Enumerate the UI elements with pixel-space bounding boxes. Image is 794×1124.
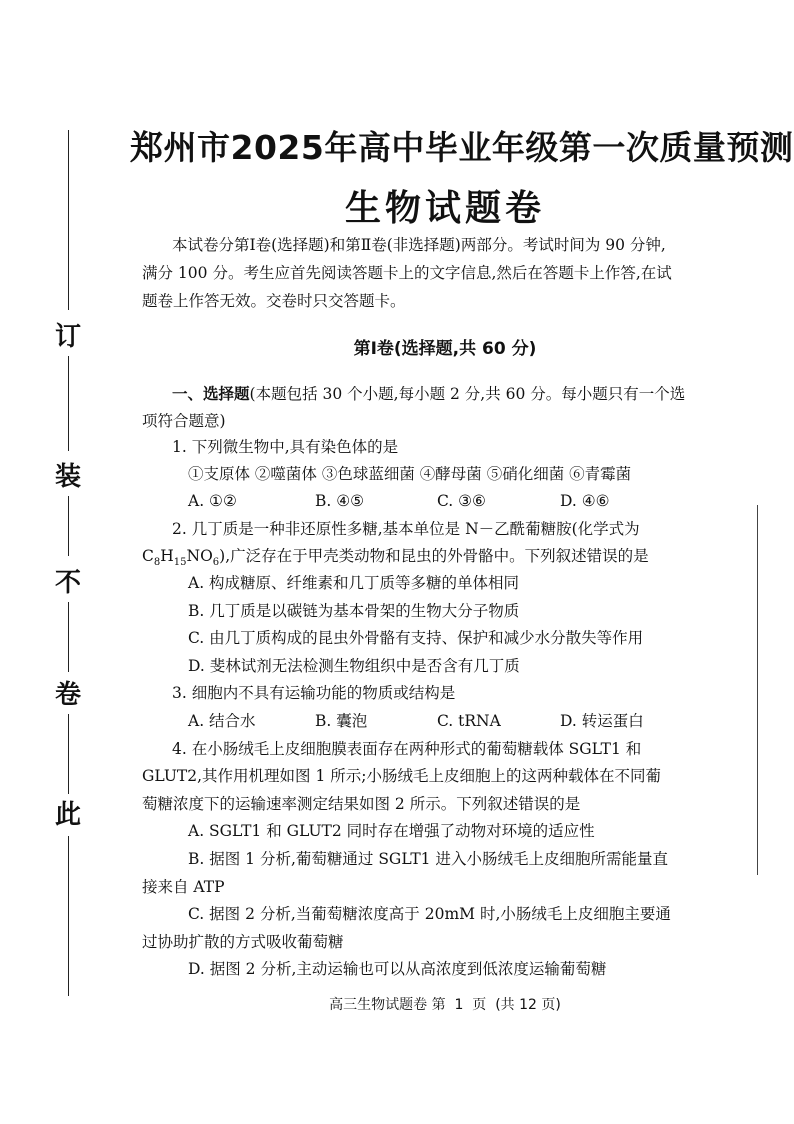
- right-margin-rule: [757, 505, 758, 875]
- q2-stem-text: ),广泛存在于甲壳类动物和昆虫的外骨骼中。下列叙述错误的是: [219, 547, 649, 565]
- binding-line: [68, 356, 69, 451]
- exam-title: 郑州市2025年高中毕业年级第一次质量预测: [130, 128, 794, 167]
- section-heading: 第Ⅰ卷(选择题,共 60 分): [353, 339, 537, 359]
- binding-line: [68, 602, 69, 672]
- q2-option-d: D. 斐林试剂无法检测生物组织中是否含有几丁质: [188, 657, 520, 675]
- q3-option-d: D. 转运蛋白: [560, 712, 644, 730]
- q2-option-b: B. 几丁质是以碳链为基本骨架的生物大分子物质: [188, 602, 520, 620]
- formula-subscript: 6: [212, 557, 220, 569]
- exam-subtitle: 生物试题卷: [344, 188, 545, 229]
- formula-part: H: [160, 547, 174, 565]
- q3-stem: 3. 细胞内不具有运输功能的物质或结构是: [172, 684, 456, 702]
- intro-line: 本试卷分第Ⅰ卷(选择题)和第Ⅱ卷(非选择题)两部分。考试时间为 90 分钟,: [172, 236, 666, 254]
- formula-part: C: [142, 547, 154, 565]
- instructions-label: 一、选择题: [172, 385, 250, 403]
- q4-option-b-line1: B. 据图 1 分析,葡萄糖通过 SGLT1 进入小肠绒毛上皮细胞所需能量直: [188, 850, 668, 868]
- binding-char-ding: 订: [48, 322, 88, 352]
- binding-char-juan: 卷: [48, 680, 88, 710]
- instructions-text: (本题包括 30 个小题,每小题 2 分,共 60 分。每小题只有一个选: [249, 385, 686, 403]
- q1-stem: 1. 下列微生物中,具有染色体的是: [172, 438, 399, 456]
- q2-stem-line2: [142, 545, 649, 574]
- q2-stem-line1: 2. 几丁质是一种非还原性多糖,基本单位是 N－乙酰葡糖胺(化学式为: [172, 520, 640, 538]
- q1-option-a: A. ①②: [188, 492, 237, 510]
- q1-option-d: D. ④⑥: [560, 492, 610, 510]
- binding-char-zhuang: 装: [48, 462, 88, 492]
- q3-option-a: A. 结合水: [188, 712, 256, 730]
- q3-option-b: B. 囊泡: [315, 712, 368, 730]
- q2-option-a: A. 构成糖原、纤维素和几丁质等多糖的单体相同: [188, 574, 520, 592]
- q4-option-d: D. 据图 2 分析,主动运输也可以从高浓度到低浓度运输葡萄糖: [188, 960, 607, 978]
- binding-line: [68, 836, 69, 996]
- binding-line: [68, 714, 69, 794]
- formula-subscript: 15: [173, 557, 187, 569]
- formula-part: NO: [186, 547, 213, 565]
- instructions-line: 项符合题意): [142, 412, 226, 430]
- binding-line: [68, 130, 69, 310]
- q4-option-c-line1: C. 据图 2 分析,当葡萄糖浓度高于 20mM 时,小肠绒毛上皮细胞主要通: [188, 905, 671, 923]
- formula-subscript: 8: [153, 557, 161, 569]
- q4-stem-line3: 萄糖浓度下的运输速率测定结果如图 2 所示。下列叙述错误的是: [142, 795, 581, 813]
- intro-line: 题卷上作答无效。交卷时只交答题卡。: [142, 292, 406, 310]
- q3-option-c: C. tRNA: [437, 712, 501, 730]
- binding-line: [68, 496, 69, 556]
- q1-items: ①支原体 ②噬菌体 ③色球蓝细菌 ④酵母菌 ⑤硝化细菌 ⑥青霉菌: [188, 465, 632, 483]
- page-footer: 高三生物试题卷 第 1 页 (共 12 页): [329, 997, 561, 1013]
- q1-option-b: B. ④⑤: [315, 492, 365, 510]
- q2-option-c: C. 由几丁质构成的昆虫外骨骼有支持、保护和减少水分散失等作用: [188, 629, 644, 647]
- intro-line: 满分 100 分。考生应首先阅读答题卡上的文字信息,然后在答题卡上作答,在试: [142, 264, 672, 282]
- binding-char-ci: 此: [48, 800, 88, 830]
- q1-option-c: C. ③⑥: [437, 492, 486, 510]
- q4-stem-line1: 4. 在小肠绒毛上皮细胞膜表面存在两种形式的葡萄糖载体 SGLT1 和: [172, 740, 642, 758]
- instructions-line: [172, 383, 685, 405]
- binding-char-bu: 不: [48, 568, 88, 598]
- q4-option-a: A. SGLT1 和 GLUT2 同时存在增强了动物对环境的适应性: [188, 822, 595, 840]
- q4-option-b-line2: 接来自 ATP: [142, 878, 225, 896]
- q4-option-c-line2: 过协助扩散的方式吸收葡萄糖: [142, 933, 344, 951]
- binding-margin: [0, 0, 120, 1124]
- q4-stem-line2: GLUT2,其作用机理如图 1 所示;小肠绒毛上皮细胞上的这两种载体在不同葡: [142, 767, 661, 785]
